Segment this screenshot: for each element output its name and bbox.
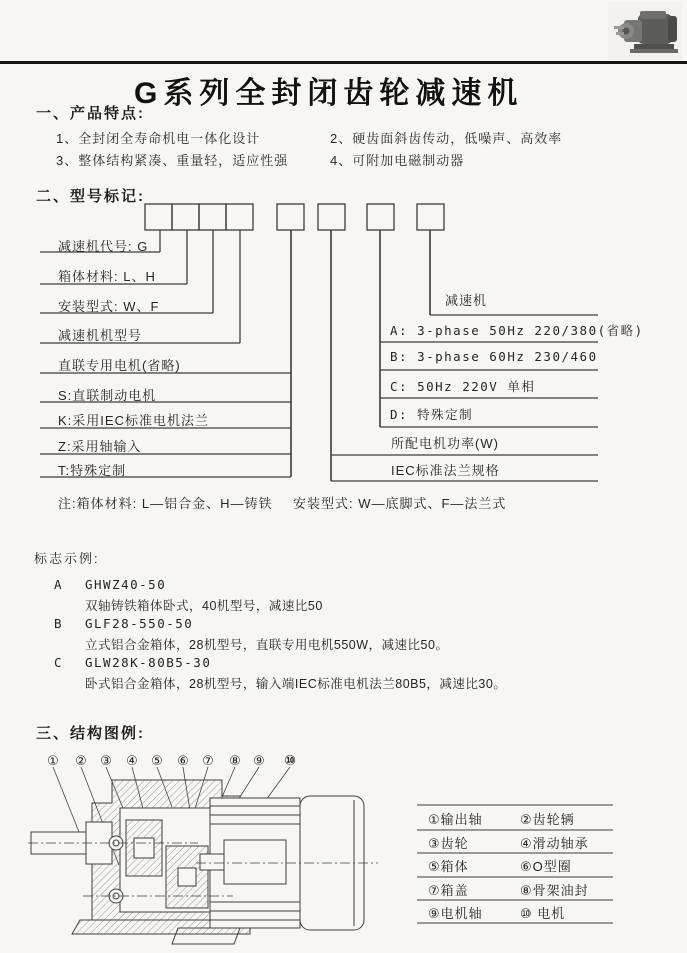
model-label-mounting-type: 安装型式: W、F bbox=[58, 299, 160, 314]
part-oil-seal: ⑧骨架油封 bbox=[520, 883, 589, 898]
part-gear: ③齿轮 bbox=[428, 836, 469, 851]
gear-motor-photo bbox=[608, 2, 682, 60]
model-label-frame-size: 减速机机型号 bbox=[58, 328, 143, 343]
example-c-code: GLW28K-80B5-30 bbox=[85, 655, 212, 670]
part-gear-rim: ②齿轮辆 bbox=[520, 812, 575, 827]
example-a-key: A bbox=[54, 577, 63, 592]
cross-section-drawing bbox=[28, 748, 418, 953]
model-heading: 二、型号标记: bbox=[36, 188, 145, 205]
examples-heading: 标志示例: bbox=[34, 551, 100, 566]
feature-item-2: 2、硬齿面斜齿传动，低噪声、高效率 bbox=[330, 131, 563, 146]
example-b-key: B bbox=[54, 616, 63, 631]
model-label-option-z: Z:采用轴输入 bbox=[58, 439, 142, 454]
callout-2: ② bbox=[75, 753, 87, 768]
example-a-code: GHWZ40-50 bbox=[85, 577, 167, 592]
model-label-power-c: C: 50Hz 220V 单相 bbox=[390, 379, 536, 394]
model-label-housing-material: 箱体材料: L、H bbox=[58, 269, 156, 284]
page-title: G系列全封闭齿轮减速机 bbox=[134, 77, 524, 110]
model-label-iec-flange: IEC标准法兰规格 bbox=[391, 463, 500, 478]
model-label-reducer-code: 减速机代号: G bbox=[58, 239, 149, 254]
callout-4: ④ bbox=[126, 753, 138, 768]
callout-6: ⑥ bbox=[177, 753, 189, 768]
example-c-key: C bbox=[54, 655, 63, 670]
model-label-power-b: B: 3-phase 60Hz 230/460 bbox=[390, 349, 598, 364]
part-cover: ⑦箱盖 bbox=[428, 883, 469, 898]
callout-10: ⑩ bbox=[284, 752, 296, 768]
model-label-motor-power: 所配电机功率(W) bbox=[391, 436, 499, 451]
model-label-reducer: 减速机 bbox=[445, 293, 488, 308]
part-housing: ⑤箱体 bbox=[428, 859, 469, 874]
callout-5: ⑤ bbox=[151, 753, 163, 768]
model-label-option-t: T:特殊定制 bbox=[58, 463, 127, 478]
feature-item-1: 1、全封闭全寿命机电一体化设计 bbox=[56, 131, 261, 146]
callout-3: ③ bbox=[100, 753, 112, 768]
model-note-mounting: 安装型式: W—底脚式、F—法兰式 bbox=[293, 496, 507, 511]
model-label-power-d: D: 特殊定制 bbox=[390, 407, 474, 422]
part-sleeve-bearing: ④滑动轴承 bbox=[520, 836, 589, 851]
callout-1: ① bbox=[47, 753, 59, 768]
example-b-desc: 立式铝合金箱体，28机型号，直联专用电机550W，减速比50。 bbox=[85, 638, 449, 652]
example-c-desc: 卧式铝合金箱体，28机型号，输入端IEC标准电机法兰80B5，减速比30。 bbox=[85, 677, 507, 691]
features-heading: 一、产品特点: bbox=[36, 105, 145, 122]
callout-8: ⑧ bbox=[229, 753, 241, 768]
feature-item-3: 3、整体结构紧凑、重量轻，适应性强 bbox=[56, 153, 289, 168]
callout-9: ⑨ bbox=[253, 753, 265, 768]
callout-7: ⑦ bbox=[202, 753, 214, 768]
part-motor: ⑩ 电机 bbox=[520, 906, 566, 921]
part-o-ring: ⑥O型圈 bbox=[520, 859, 572, 874]
part-motor-shaft: ⑨电机轴 bbox=[428, 906, 483, 921]
model-label-power-a: A: 3-phase 50Hz 220/380(省略) bbox=[390, 323, 644, 338]
feature-item-4: 4、可附加电磁制动器 bbox=[330, 153, 465, 168]
model-label-option-k: K:采用IEC标准电机法兰 bbox=[58, 413, 209, 428]
example-a-desc: 双轴铸铁箱体卧式，40机型号，减速比50 bbox=[85, 599, 323, 613]
model-label-option-s: S:直联制动电机 bbox=[58, 388, 157, 403]
example-b-code: GLF28-550-50 bbox=[85, 616, 194, 631]
header-rule bbox=[0, 61, 687, 64]
model-note-material: 注:箱体材料: L—铝合金、H—铸铁 bbox=[58, 496, 273, 511]
part-output-shaft: ①输出轴 bbox=[428, 812, 483, 827]
model-label-direct-motor: 直联专用电机(省略) bbox=[58, 358, 181, 373]
structure-heading: 三、结构图例: bbox=[36, 725, 145, 742]
